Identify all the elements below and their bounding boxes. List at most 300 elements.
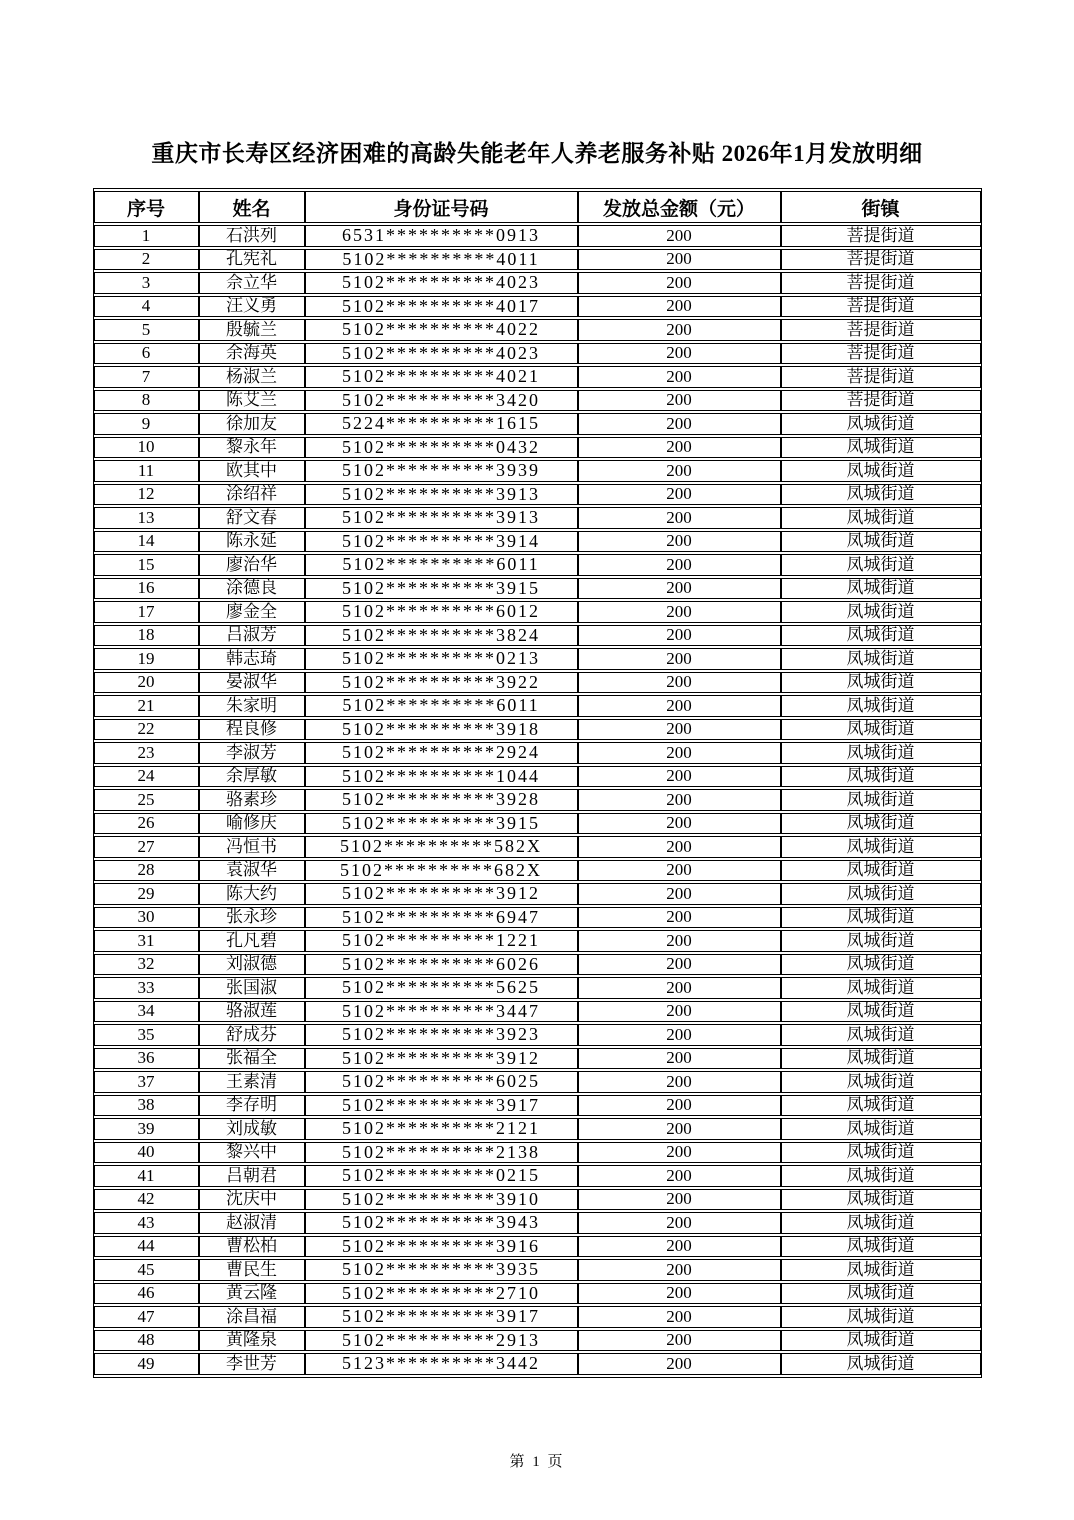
cell-name: 骆淑莲 <box>199 1001 305 1023</box>
cell-index: 18 <box>94 625 199 647</box>
cell-name: 韩志琦 <box>199 648 305 670</box>
cell-name: 黎永年 <box>199 437 305 459</box>
table-row <box>94 272 981 294</box>
cell-street: 凤城街道 <box>781 648 981 670</box>
cell-street: 凤城街道 <box>781 1071 981 1093</box>
cell-index: 19 <box>94 648 199 670</box>
cell-id-number: 5102**********2138 <box>305 1142 578 1164</box>
table-row <box>94 319 981 341</box>
cell-name: 王素清 <box>199 1071 305 1093</box>
cell-id-number: 5102**********3916 <box>305 1236 578 1258</box>
cell-street: 凤城街道 <box>781 1142 981 1164</box>
cell-name: 冯恒书 <box>199 836 305 858</box>
cell-name: 袁淑华 <box>199 860 305 882</box>
cell-index: 29 <box>94 883 199 905</box>
cell-street: 凤城街道 <box>781 672 981 694</box>
cell-index: 33 <box>94 977 199 999</box>
cell-name: 吕淑芳 <box>199 625 305 647</box>
cell-index: 10 <box>94 437 199 459</box>
cell-id-number: 5102**********1221 <box>305 930 578 952</box>
header-name: 姓名 <box>199 191 305 223</box>
cell-index: 7 <box>94 366 199 388</box>
cell-name: 舒成芬 <box>199 1024 305 1046</box>
table-row <box>94 1024 981 1046</box>
table-row <box>94 1001 981 1023</box>
cell-name: 晏淑华 <box>199 672 305 694</box>
table-row <box>94 1259 981 1281</box>
cell-street: 凤城街道 <box>781 1306 981 1328</box>
cell-street: 凤城街道 <box>781 1283 981 1305</box>
cell-name: 石洪列 <box>199 225 305 247</box>
table-row <box>94 813 981 835</box>
cell-index: 4 <box>94 296 199 318</box>
cell-name: 曹民生 <box>199 1259 305 1281</box>
cell-name: 张国淑 <box>199 977 305 999</box>
cell-id-number: 5224**********1615 <box>305 413 578 435</box>
cell-id-number: 5102**********5625 <box>305 977 578 999</box>
cell-index: 23 <box>94 742 199 764</box>
table-row <box>94 1189 981 1211</box>
table-row <box>94 1330 981 1352</box>
cell-street: 凤城街道 <box>781 883 981 905</box>
cell-name: 廖金全 <box>199 601 305 623</box>
cell-index: 20 <box>94 672 199 694</box>
cell-street: 凤城街道 <box>781 1330 981 1352</box>
cell-name: 余厚敏 <box>199 766 305 788</box>
cell-street: 凤城街道 <box>781 601 981 623</box>
cell-name: 殷毓兰 <box>199 319 305 341</box>
cell-index: 44 <box>94 1236 199 1258</box>
cell-id-number: 5102**********3912 <box>305 1048 578 1070</box>
cell-id-number: 5102**********682X <box>305 860 578 882</box>
cell-index: 34 <box>94 1001 199 1023</box>
table-row <box>94 977 981 999</box>
table-row <box>94 554 981 576</box>
cell-street: 凤城街道 <box>781 954 981 976</box>
cell-index: 27 <box>94 836 199 858</box>
cell-index: 5 <box>94 319 199 341</box>
cell-street: 凤城街道 <box>781 531 981 553</box>
cell-name: 欧其中 <box>199 460 305 482</box>
cell-id-number: 5102**********3913 <box>305 484 578 506</box>
table-row <box>94 1142 981 1164</box>
cell-index: 49 <box>94 1353 199 1375</box>
cell-amount: 200 <box>578 1306 781 1328</box>
cell-name: 陈大约 <box>199 883 305 905</box>
cell-id-number: 5102**********3939 <box>305 460 578 482</box>
cell-name: 廖治华 <box>199 554 305 576</box>
cell-index: 48 <box>94 1330 199 1352</box>
cell-index: 15 <box>94 554 199 576</box>
table-row <box>94 1071 981 1093</box>
table-row <box>94 742 981 764</box>
cell-amount: 200 <box>578 648 781 670</box>
cell-street: 凤城街道 <box>781 1001 981 1023</box>
cell-name: 黄云隆 <box>199 1283 305 1305</box>
cell-amount: 200 <box>578 413 781 435</box>
cell-name: 涂德良 <box>199 578 305 600</box>
cell-name: 刘成敏 <box>199 1118 305 1140</box>
cell-id-number: 5102**********3912 <box>305 883 578 905</box>
cell-index: 12 <box>94 484 199 506</box>
cell-street: 凤城街道 <box>781 930 981 952</box>
cell-street: 凤城街道 <box>781 413 981 435</box>
cell-street: 凤城街道 <box>781 460 981 482</box>
header-amount: 发放总金额（元） <box>578 191 781 223</box>
cell-street: 凤城街道 <box>781 907 981 929</box>
cell-index: 36 <box>94 1048 199 1070</box>
cell-id-number: 5102**********1044 <box>305 766 578 788</box>
cell-id-number: 5102**********3824 <box>305 625 578 647</box>
cell-name: 曹松柏 <box>199 1236 305 1258</box>
cell-id-number: 5102**********3935 <box>305 1259 578 1281</box>
cell-name: 孔凡碧 <box>199 930 305 952</box>
cell-street: 菩提街道 <box>781 343 981 365</box>
cell-name: 李存明 <box>199 1095 305 1117</box>
cell-amount: 200 <box>578 249 781 271</box>
cell-amount: 200 <box>578 1236 781 1258</box>
cell-amount: 200 <box>578 1212 781 1234</box>
table-header-row <box>94 191 981 223</box>
cell-index: 30 <box>94 907 199 929</box>
table-row <box>94 907 981 929</box>
cell-name: 杨淑兰 <box>199 366 305 388</box>
table-row <box>94 789 981 811</box>
cell-index: 1 <box>94 225 199 247</box>
table-row <box>94 1165 981 1187</box>
cell-name: 孔宪礼 <box>199 249 305 271</box>
cell-id-number: 5102**********3910 <box>305 1189 578 1211</box>
cell-id-number: 5102**********6026 <box>305 954 578 976</box>
cell-name: 朱家明 <box>199 695 305 717</box>
table-row <box>94 1212 981 1234</box>
table-row <box>94 460 981 482</box>
cell-index: 39 <box>94 1118 199 1140</box>
cell-id-number: 5102**********3914 <box>305 531 578 553</box>
cell-id-number: 5102**********6025 <box>305 1071 578 1093</box>
cell-id-number: 5102**********3917 <box>305 1095 578 1117</box>
cell-name: 李世芳 <box>199 1353 305 1375</box>
cell-id-number: 5102**********4011 <box>305 249 578 271</box>
cell-amount: 200 <box>578 625 781 647</box>
cell-name: 黄隆泉 <box>199 1330 305 1352</box>
cell-index: 43 <box>94 1212 199 1234</box>
cell-id-number: 5102**********3913 <box>305 507 578 529</box>
cell-street: 凤城街道 <box>781 1259 981 1281</box>
table-row <box>94 1095 981 1117</box>
cell-amount: 200 <box>578 860 781 882</box>
cell-id-number: 5102**********4023 <box>305 272 578 294</box>
cell-amount: 200 <box>578 1283 781 1305</box>
cell-name: 余海英 <box>199 343 305 365</box>
cell-street: 菩提街道 <box>781 390 981 412</box>
cell-id-number: 5102**********3447 <box>305 1001 578 1023</box>
cell-id-number: 5102**********0213 <box>305 648 578 670</box>
table-row <box>94 366 981 388</box>
cell-id-number: 5102**********6947 <box>305 907 578 929</box>
cell-amount: 200 <box>578 1071 781 1093</box>
cell-street: 菩提街道 <box>781 249 981 271</box>
header-id-number: 身份证号码 <box>305 191 578 223</box>
cell-id-number: 5102**********0432 <box>305 437 578 459</box>
cell-name: 张永珍 <box>199 907 305 929</box>
cell-index: 21 <box>94 695 199 717</box>
cell-amount: 200 <box>578 437 781 459</box>
cell-id-number: 5102**********6011 <box>305 695 578 717</box>
subsidy-table <box>93 188 982 1378</box>
cell-amount: 200 <box>578 719 781 741</box>
cell-name: 沈庆中 <box>199 1189 305 1211</box>
cell-index: 9 <box>94 413 199 435</box>
cell-street: 凤城街道 <box>781 766 981 788</box>
cell-amount: 200 <box>578 813 781 835</box>
cell-amount: 200 <box>578 507 781 529</box>
cell-index: 22 <box>94 719 199 741</box>
cell-street: 凤城街道 <box>781 578 981 600</box>
cell-amount: 200 <box>578 272 781 294</box>
cell-id-number: 5102**********3915 <box>305 813 578 835</box>
cell-street: 菩提街道 <box>781 225 981 247</box>
cell-street: 凤城街道 <box>781 437 981 459</box>
cell-amount: 200 <box>578 883 781 905</box>
cell-amount: 200 <box>578 1142 781 1164</box>
cell-id-number: 5102**********3943 <box>305 1212 578 1234</box>
header-street: 街镇 <box>781 191 981 223</box>
page-number: 第 1 页 <box>509 1453 565 1470</box>
cell-index: 26 <box>94 813 199 835</box>
cell-name: 刘淑德 <box>199 954 305 976</box>
cell-name: 喻修庆 <box>199 813 305 835</box>
cell-id-number: 5102**********3915 <box>305 578 578 600</box>
cell-index: 13 <box>94 507 199 529</box>
cell-amount: 200 <box>578 484 781 506</box>
cell-amount: 200 <box>578 225 781 247</box>
cell-street: 凤城街道 <box>781 1353 981 1375</box>
cell-index: 2 <box>94 249 199 271</box>
cell-street: 凤城街道 <box>781 742 981 764</box>
cell-id-number: 5102**********2121 <box>305 1118 578 1140</box>
cell-id-number: 5102**********4022 <box>305 319 578 341</box>
table-row <box>94 930 981 952</box>
table-row <box>94 1118 981 1140</box>
cell-index: 37 <box>94 1071 199 1093</box>
table-row <box>94 601 981 623</box>
cell-amount: 200 <box>578 1353 781 1375</box>
table-row <box>94 343 981 365</box>
cell-street: 菩提街道 <box>781 366 981 388</box>
table-row <box>94 860 981 882</box>
cell-index: 25 <box>94 789 199 811</box>
table-row <box>94 507 981 529</box>
cell-amount: 200 <box>578 1118 781 1140</box>
cell-amount: 200 <box>578 1330 781 1352</box>
cell-id-number: 5102**********3923 <box>305 1024 578 1046</box>
cell-name: 赵淑清 <box>199 1212 305 1234</box>
cell-id-number: 5102**********4023 <box>305 343 578 365</box>
cell-index: 8 <box>94 390 199 412</box>
cell-street: 凤城街道 <box>781 625 981 647</box>
cell-index: 31 <box>94 930 199 952</box>
table-row <box>94 695 981 717</box>
cell-amount: 200 <box>578 907 781 929</box>
cell-id-number: 5102**********3922 <box>305 672 578 694</box>
cell-id-number: 5102**********2924 <box>305 742 578 764</box>
cell-name: 舒文春 <box>199 507 305 529</box>
table-row <box>94 836 981 858</box>
cell-id-number: 6531**********0913 <box>305 225 578 247</box>
cell-index: 45 <box>94 1259 199 1281</box>
cell-street: 凤城街道 <box>781 719 981 741</box>
cell-street: 凤城街道 <box>781 836 981 858</box>
cell-street: 凤城街道 <box>781 813 981 835</box>
cell-id-number: 5102**********4021 <box>305 366 578 388</box>
cell-name: 陈永延 <box>199 531 305 553</box>
table-row <box>94 296 981 318</box>
cell-id-number: 5102**********3918 <box>305 719 578 741</box>
table-row <box>94 766 981 788</box>
cell-amount: 200 <box>578 954 781 976</box>
cell-amount: 200 <box>578 343 781 365</box>
cell-street: 凤城街道 <box>781 1212 981 1234</box>
cell-name: 黎兴中 <box>199 1142 305 1164</box>
table-row <box>94 1353 981 1375</box>
cell-amount: 200 <box>578 695 781 717</box>
cell-name: 陈艾兰 <box>199 390 305 412</box>
cell-street: 凤城街道 <box>781 789 981 811</box>
cell-amount: 200 <box>578 390 781 412</box>
cell-amount: 200 <box>578 1095 781 1117</box>
cell-index: 11 <box>94 460 199 482</box>
table-row <box>94 1048 981 1070</box>
cell-amount: 200 <box>578 836 781 858</box>
cell-index: 32 <box>94 954 199 976</box>
table-row <box>94 1306 981 1328</box>
cell-street: 凤城街道 <box>781 1118 981 1140</box>
cell-street: 凤城街道 <box>781 860 981 882</box>
cell-street: 菩提街道 <box>781 319 981 341</box>
header-index: 序号 <box>94 191 199 223</box>
cell-amount: 200 <box>578 531 781 553</box>
cell-index: 3 <box>94 272 199 294</box>
table-body <box>94 225 981 1375</box>
cell-street: 凤城街道 <box>781 1236 981 1258</box>
cell-amount: 200 <box>578 554 781 576</box>
cell-name: 吕朝君 <box>199 1165 305 1187</box>
cell-name: 涂昌福 <box>199 1306 305 1328</box>
table-row <box>94 954 981 976</box>
cell-amount: 200 <box>578 977 781 999</box>
cell-index: 46 <box>94 1283 199 1305</box>
table-row <box>94 578 981 600</box>
cell-index: 16 <box>94 578 199 600</box>
cell-id-number: 5102**********3928 <box>305 789 578 811</box>
table-row <box>94 531 981 553</box>
cell-name: 涂绍祥 <box>199 484 305 506</box>
cell-id-number: 5102**********0215 <box>305 1165 578 1187</box>
cell-amount: 200 <box>578 601 781 623</box>
cell-name: 佘立华 <box>199 272 305 294</box>
table-row <box>94 437 981 459</box>
cell-index: 42 <box>94 1189 199 1211</box>
cell-name: 汪义勇 <box>199 296 305 318</box>
table-row <box>94 719 981 741</box>
cell-id-number: 5102**********582X <box>305 836 578 858</box>
cell-street: 凤城街道 <box>781 695 981 717</box>
cell-id-number: 5102**********6011 <box>305 554 578 576</box>
table-row <box>94 249 981 271</box>
cell-amount: 200 <box>578 319 781 341</box>
cell-name: 程良修 <box>199 719 305 741</box>
cell-amount: 200 <box>578 742 781 764</box>
cell-street: 菩提街道 <box>781 296 981 318</box>
cell-amount: 200 <box>578 460 781 482</box>
cell-id-number: 5102**********2913 <box>305 1330 578 1352</box>
table-row <box>94 484 981 506</box>
cell-amount: 200 <box>578 578 781 600</box>
cell-amount: 200 <box>578 930 781 952</box>
cell-street: 凤城街道 <box>781 1165 981 1187</box>
cell-id-number: 5102**********6012 <box>305 601 578 623</box>
cell-amount: 200 <box>578 1024 781 1046</box>
cell-index: 40 <box>94 1142 199 1164</box>
cell-index: 47 <box>94 1306 199 1328</box>
cell-amount: 200 <box>578 1189 781 1211</box>
cell-street: 凤城街道 <box>781 1024 981 1046</box>
cell-name: 徐加友 <box>199 413 305 435</box>
cell-index: 28 <box>94 860 199 882</box>
table-row <box>94 625 981 647</box>
cell-street: 凤城街道 <box>781 977 981 999</box>
cell-amount: 200 <box>578 1001 781 1023</box>
table-row <box>94 390 981 412</box>
cell-id-number: 5102**********3917 <box>305 1306 578 1328</box>
table-row <box>94 883 981 905</box>
cell-street: 凤城街道 <box>781 554 981 576</box>
cell-index: 6 <box>94 343 199 365</box>
cell-street: 凤城街道 <box>781 484 981 506</box>
cell-id-number: 5102**********3420 <box>305 390 578 412</box>
cell-amount: 200 <box>578 672 781 694</box>
cell-amount: 200 <box>578 366 781 388</box>
cell-street: 菩提街道 <box>781 272 981 294</box>
cell-name: 李淑芳 <box>199 742 305 764</box>
page-title: 重庆市长寿区经济困难的高龄失能老年人养老服务补贴 2026年1月发放明细 <box>151 141 923 166</box>
cell-index: 14 <box>94 531 199 553</box>
cell-amount: 200 <box>578 766 781 788</box>
cell-name: 张福全 <box>199 1048 305 1070</box>
cell-amount: 200 <box>578 1259 781 1281</box>
table-row <box>94 225 981 247</box>
cell-index: 24 <box>94 766 199 788</box>
cell-street: 凤城街道 <box>781 1048 981 1070</box>
table-row <box>94 1283 981 1305</box>
cell-index: 38 <box>94 1095 199 1117</box>
cell-amount: 200 <box>578 1048 781 1070</box>
cell-index: 35 <box>94 1024 199 1046</box>
cell-id-number: 5123**********3442 <box>305 1353 578 1375</box>
cell-amount: 200 <box>578 296 781 318</box>
cell-id-number: 5102**********2710 <box>305 1283 578 1305</box>
cell-name: 骆素珍 <box>199 789 305 811</box>
cell-street: 凤城街道 <box>781 1189 981 1211</box>
cell-amount: 200 <box>578 789 781 811</box>
cell-street: 凤城街道 <box>781 1095 981 1117</box>
table-row <box>94 648 981 670</box>
cell-street: 凤城街道 <box>781 507 981 529</box>
cell-index: 41 <box>94 1165 199 1187</box>
cell-id-number: 5102**********4017 <box>305 296 578 318</box>
cell-index: 17 <box>94 601 199 623</box>
